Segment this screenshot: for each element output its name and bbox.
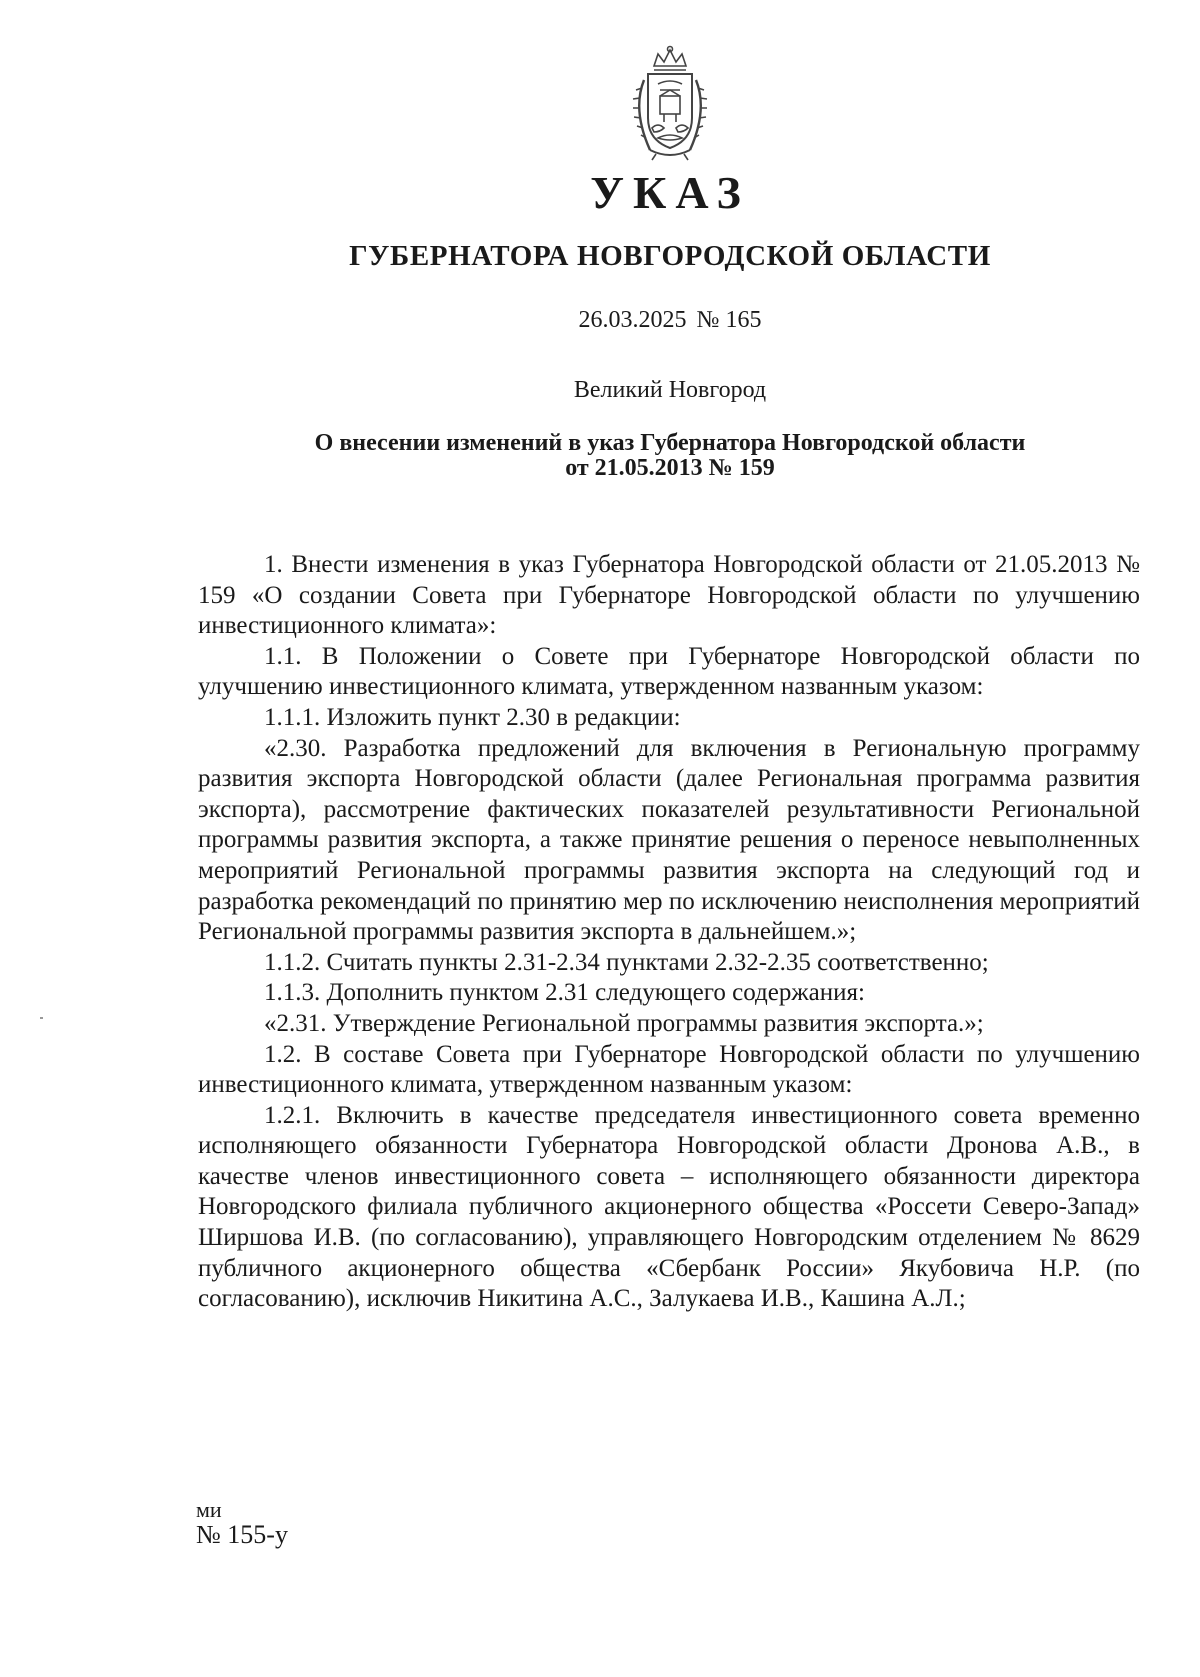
footer-number: № 155-у xyxy=(196,1520,288,1549)
body-paragraph: 1.1.1. Изложить пункт 2.30 в редакции: xyxy=(264,703,681,731)
document-title: УКАЗ xyxy=(590,167,750,218)
body-paragraph: 1.1.3. Дополнить пунктом 2.31 следующего содержания: xyxy=(264,979,865,1007)
body-paragraph: 1.2. В составе Совета при Губернаторе Новгородской области по улучшению инвестиционного климата, утвержденном названным указом: xyxy=(198,1040,1140,1099)
body-paragraph: 1.1.2. Считать пункты 2.31-2.34 пунктами 2.32-2.35 соответственно; xyxy=(264,948,989,976)
body-paragraph: 1.2.1. Включить в качестве председателя инвестиционного совета временно исполняющего обязанности Губернатора Новгородской области Дронова А.В., в качестве членов инвестиционного совета – исполняющего обязанности директора Новгородского филиала публичного акционерного общества «Россети Северо-Запад» Ширшова И.В. (по согласованию), управляющего Новгородским отделением № 8629 публичного акционерного общества «Сбербанк России» Якубовича Н.Р. (по согласованию), исключив Никитина А.С., Залукаева И.В., Кашина А.Л.; xyxy=(198,1101,1140,1313)
document-subtitle: ГУБЕРНАТОРА НОВГОРОДСКОЙ ОБЛАСТИ xyxy=(349,240,991,272)
document-body xyxy=(198,550,1140,1315)
body-paragraph: 1. Внести изменения в указ Губернатора Новгородской области от 21.05.2013 № 159 «О создании Совета при Губернаторе Новгородской области по улучшению инвестиционного климата»: xyxy=(198,551,1140,640)
document-date: 26.03.2025 xyxy=(578,307,687,333)
scan-speck xyxy=(40,1017,43,1019)
footer-code: ми xyxy=(196,1497,222,1522)
document-subject xyxy=(0,431,1200,481)
body-paragraph: «2.30. Разработка предложений для включения в Региональную программу развития экспорта Новгородской области (далее Региональная программа развития экспорта), рассмотрение фактических показателей результативности Региональной программы развития экспорта, а также принятие решения о переносе невыполненных мероприятий Региональной программы развития экспорта на следующий год и разработка рекомендаций по принятию мер по исключению неисполнения мероприятий Региональной программы развития экспорта в дальнейшем.»; xyxy=(198,734,1140,946)
body-paragraph: 1.1. В Положении о Совете при Губернаторе Новгородской области по улучшению инвестиционного климата, утвержденном названным указом: xyxy=(198,642,1140,701)
subject-line: от 21.05.2013 № 159 xyxy=(565,455,775,481)
coat-of-arms-icon xyxy=(624,44,716,162)
document-number: № 165 xyxy=(696,307,762,333)
subject-line: О внесении изменений в указ Губернатора Новгородской области xyxy=(314,430,1026,456)
body-paragraph: «2.31. Утверждение Региональной программы развития экспорта.»; xyxy=(264,1009,984,1037)
document-city: Великий Новгород xyxy=(573,377,767,403)
document-date-number xyxy=(0,308,1200,332)
